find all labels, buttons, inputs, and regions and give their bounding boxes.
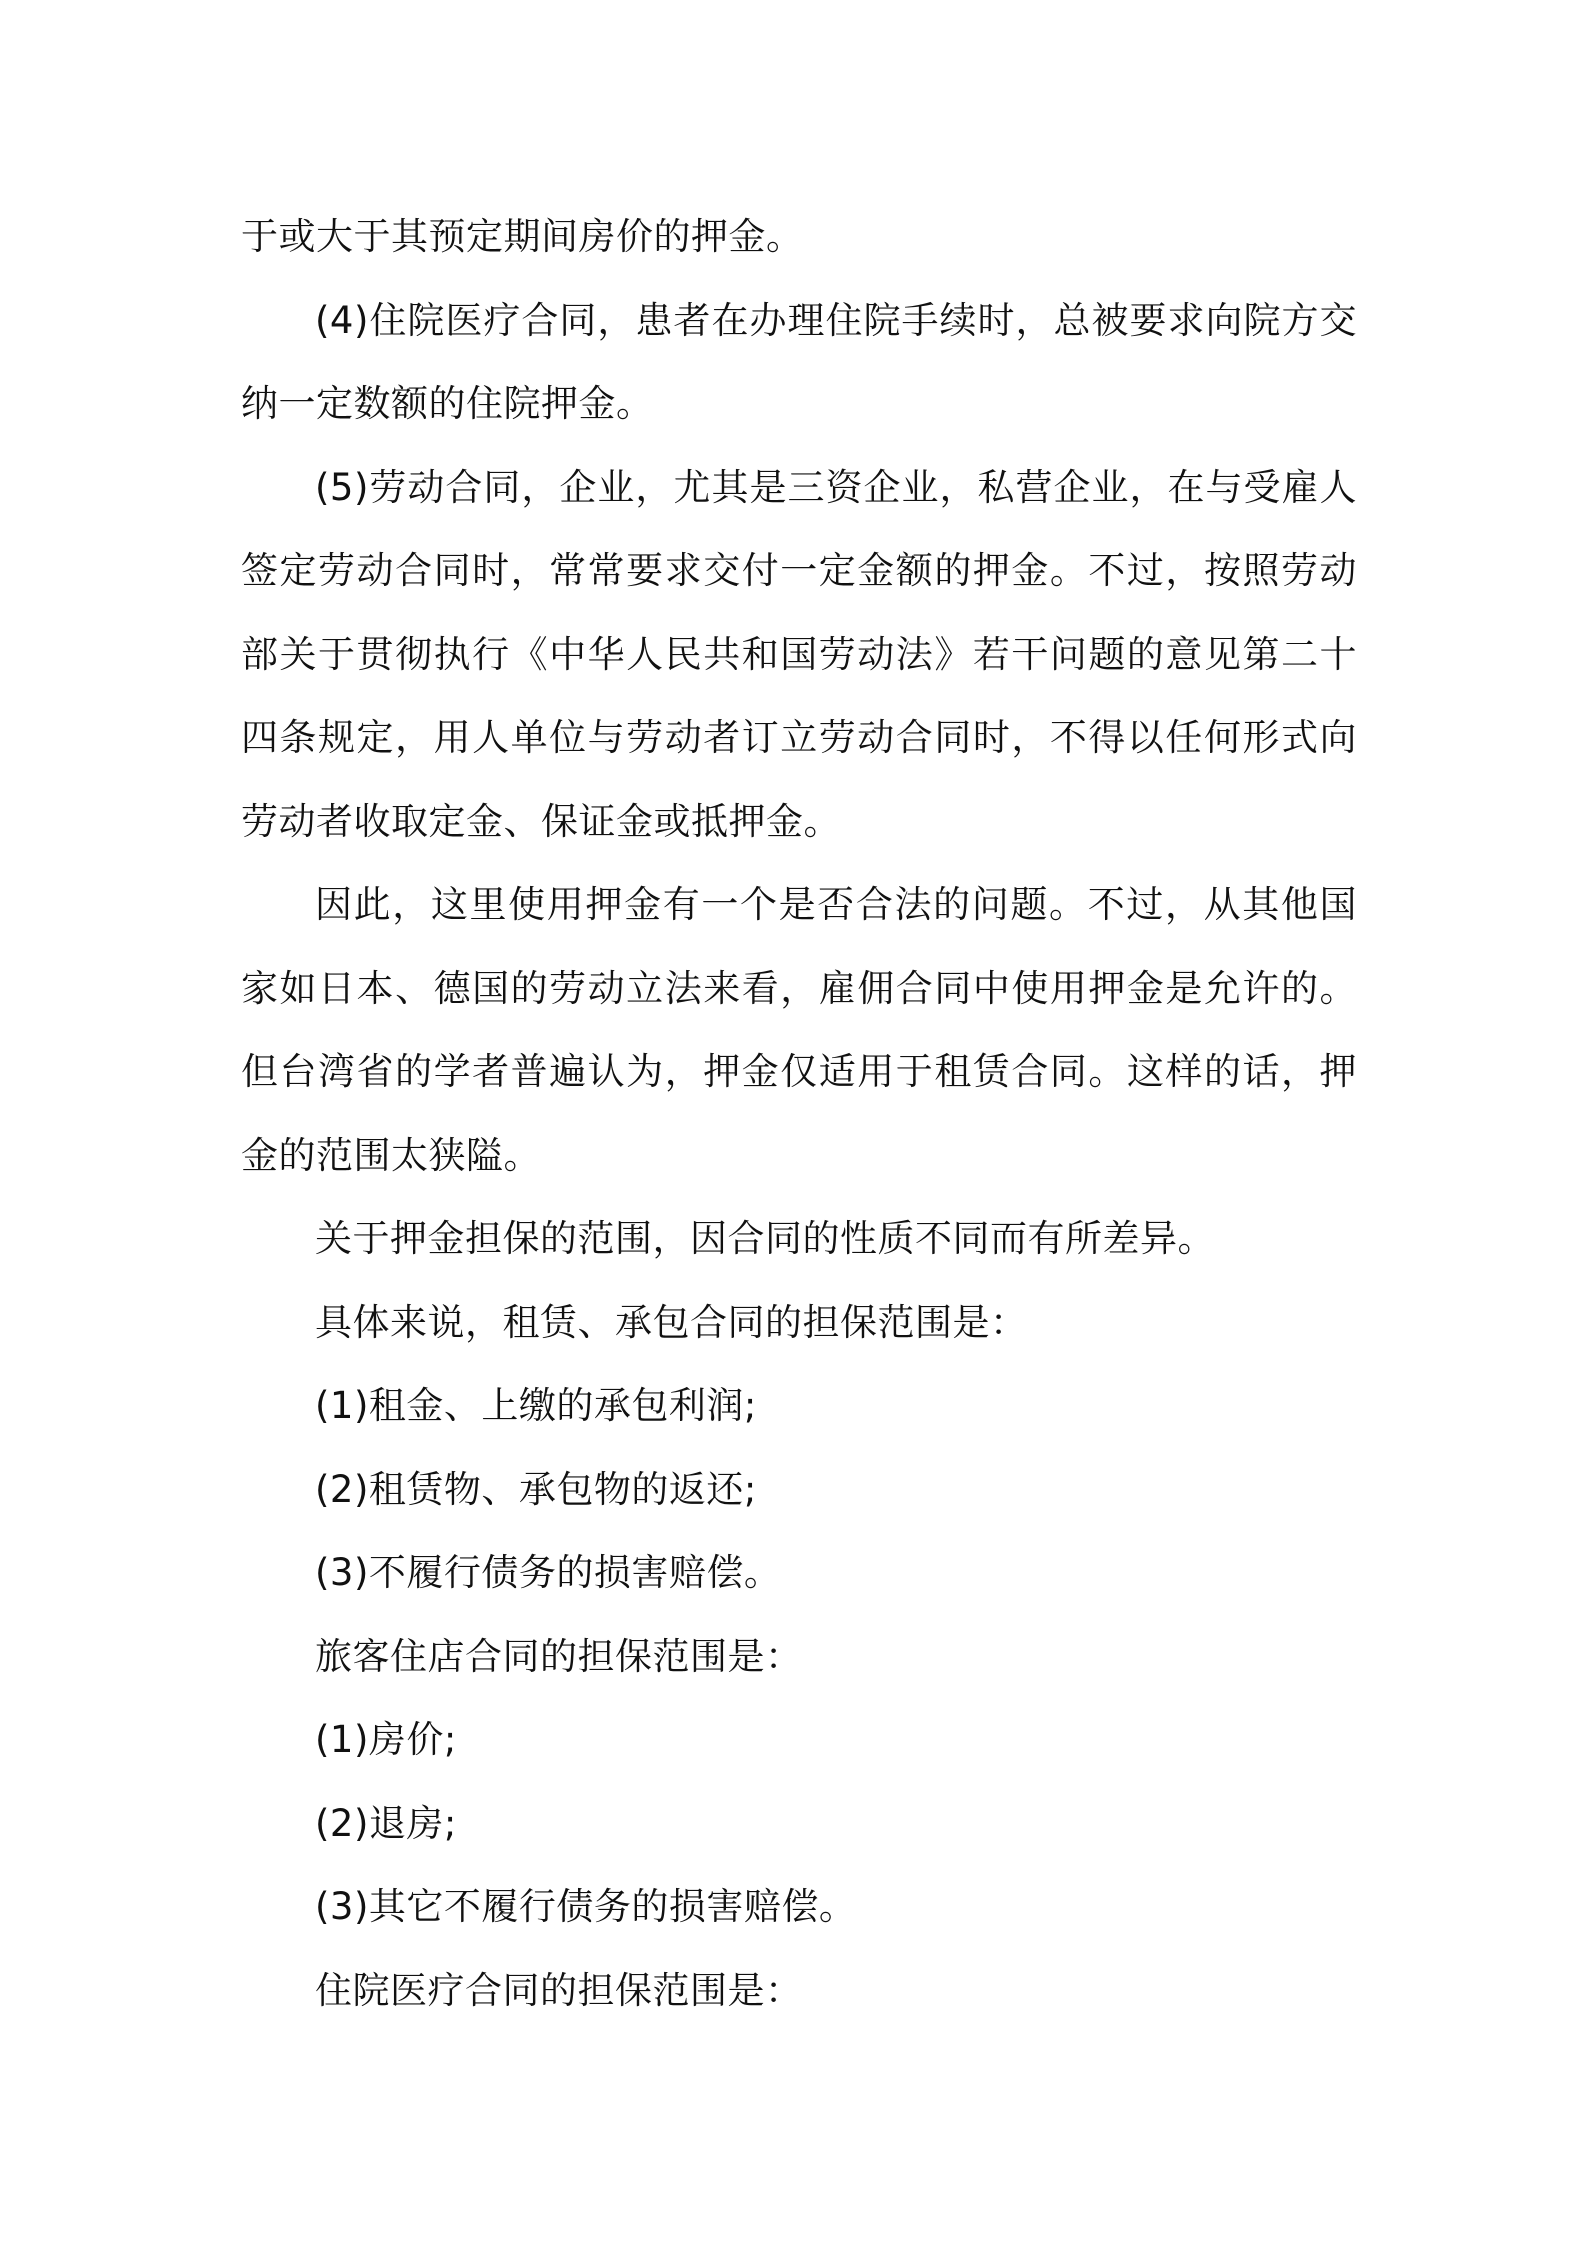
- paragraph-hospital-contract: (4)住院医疗合同，患者在办理住院手续时，总被要求向院方交纳一定数额的住院押金。: [241, 298, 1357, 425]
- paragraph-legality: 因此，这里使用押金有一个是否合法的问题。不过，从其他国家如日本、德国的劳动立法来看，雇佣合同中使用押金是允许的。但台湾省的学者普遍认为，押金仅适用于租赁合同。这样的话，押金的范围太狭隘。: [241, 883, 1357, 1177]
- paragraph-scope-intro: 关于押金担保的范围，因合同的性质不同而有所差异。: [315, 1217, 1215, 1260]
- document-page: [241, 195, 1357, 2032]
- list-item-hotel-1: (1)房价;: [315, 1718, 457, 1761]
- paragraph-continuation: 于或大于其预定期间房价的押金。: [241, 215, 804, 258]
- list-item-hotel-2: (2)退房;: [315, 1801, 457, 1845]
- list-item-hotel-3: (3)其它不履行债务的损害赔偿。: [315, 1885, 857, 1928]
- paragraph-hotel-scope: 旅客住店合同的担保范围是：: [315, 1634, 803, 1678]
- list-item-lease-2: (2)租赁物、承包物的返还;: [315, 1467, 757, 1511]
- list-item-lease-1: (1)租金、上缴的承包利润;: [315, 1384, 757, 1427]
- paragraph-labor-contract: (5)劳动合同，企业，尤其是三资企业，私营企业，在与受雇人签定劳动合同时，常常要求交付一定金额的押金。不过，按照劳动部关于贯彻执行《中华人民共和国劳动法》若干问题的意见第二十四条规定，用人单位与劳动者订立劳动合同时，不得以任何形式向劳动者收取定金、保证金或抵押金。: [241, 465, 1357, 843]
- paragraph-lease-scope: 具体来说，租赁、承包合同的担保范围是：: [315, 1300, 1028, 1344]
- paragraph-hospital-scope: 住院医疗合同的担保范围是：: [315, 1968, 803, 2012]
- list-item-lease-3: (3)不履行债务的损害赔偿。: [315, 1551, 782, 1594]
